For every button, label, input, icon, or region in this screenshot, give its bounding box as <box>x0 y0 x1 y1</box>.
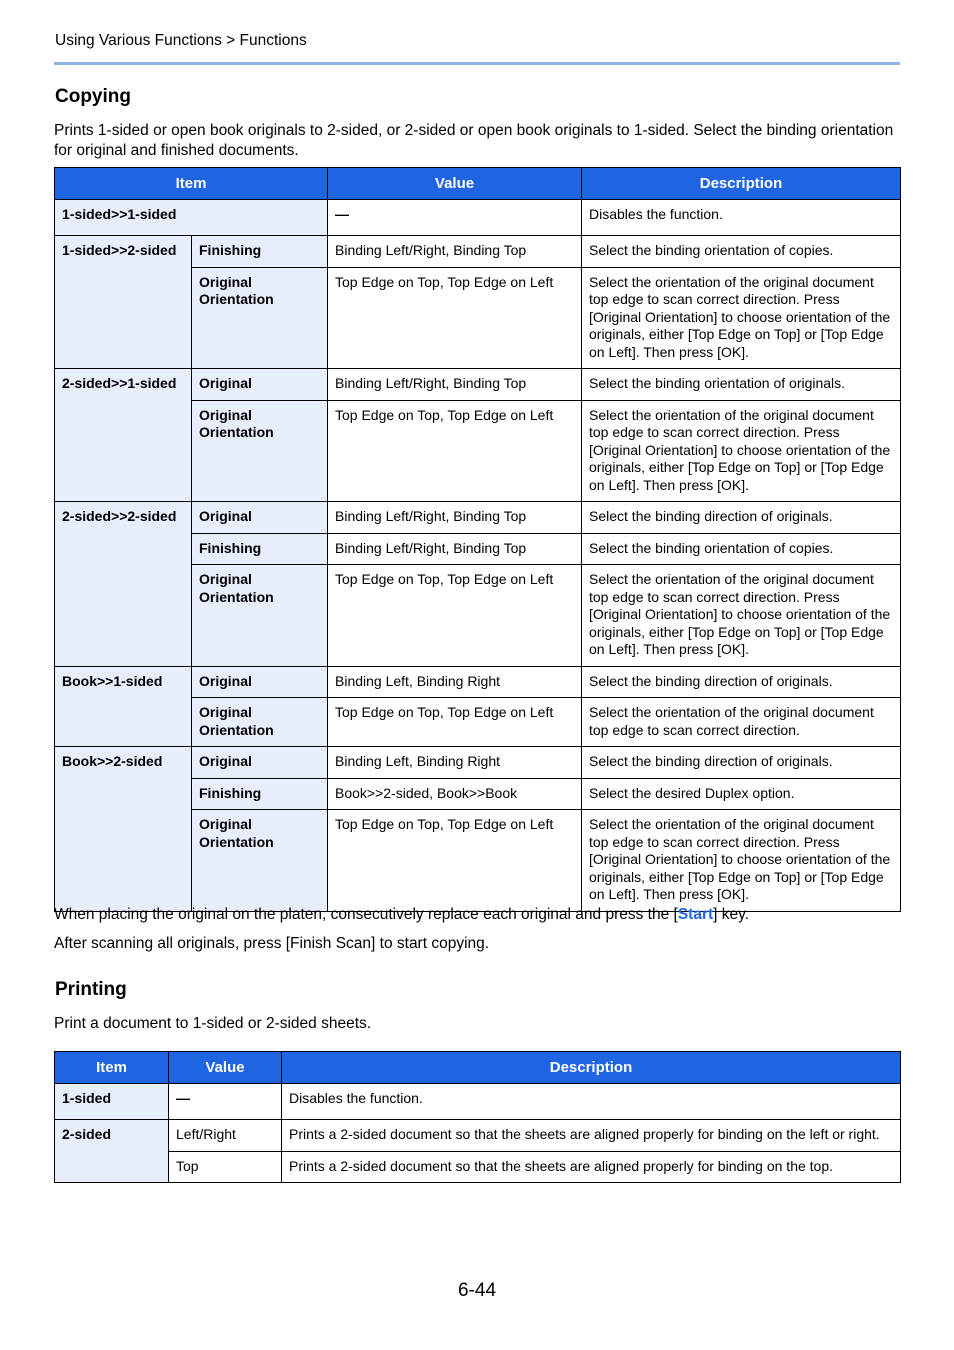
table-header-row <box>55 1052 901 1084</box>
value-cell: Top Edge on Top, Top Edge on Left <box>328 810 582 912</box>
start-key-label: Start <box>677 906 714 923</box>
value-cell: Left/Right <box>169 1120 282 1152</box>
column-header-item: Item <box>55 1052 169 1084</box>
value-cell: Binding Left/Right, Binding Top <box>328 369 582 401</box>
item-cell: Book>>2-sided <box>55 747 192 912</box>
value-cell: Book>>2-sided, Book>>Book <box>328 778 582 810</box>
item-cell: Book>>1-sided <box>55 666 192 747</box>
value-cell: Binding Left, Binding Right <box>328 747 582 779</box>
subitem-cell: Finishing <box>192 778 328 810</box>
finish-scan-note: After scanning all originals, press [Finish Scan] to start copying. <box>54 935 490 952</box>
value-cell: Binding Left/Right, Binding Top <box>328 236 582 268</box>
subitem-cell: Original <box>192 369 328 401</box>
value-cell: Binding Left/Right, Binding Top <box>328 533 582 565</box>
table-row <box>55 1151 901 1183</box>
value-cell: Top Edge on Top, Top Edge on Left <box>328 400 582 502</box>
printing-table <box>54 1051 901 1183</box>
copying-intro: Prints 1-sided or open book originals to 2-sided, or 2-sided or open book originals to 1-sided. Select the binding orientation for original and finished documents. <box>54 122 894 159</box>
value-cell: Top Edge on Top, Top Edge on Left <box>328 565 582 667</box>
description-cell: Select the desired Duplex option. <box>582 778 901 810</box>
value-cell: Top Edge on Top, Top Edge on Left <box>328 267 582 369</box>
item-cell: 2-sided <box>55 1120 169 1183</box>
column-header-value: Value <box>328 168 582 200</box>
description-cell: Select the orientation of the original document top edge to scan correct direction. Press [Original Orientation] to choose orientation of the originals, either [Top Edge on Top] or [Top Edge on Left]. Then press [OK]. <box>582 267 901 369</box>
description-cell: Prints a 2-sided document so that the sheets are aligned properly for binding on the left or right. <box>282 1120 901 1152</box>
subitem-cell: Original <box>192 502 328 534</box>
description-cell: Select the binding orientation of originals. <box>582 369 901 401</box>
table-row <box>55 666 901 698</box>
subitem-cell: Finishing <box>192 533 328 565</box>
column-header-value: Value <box>169 1052 282 1084</box>
breadcrumb: Using Various Functions > Functions <box>55 32 307 49</box>
description-cell: Select the binding direction of originals. <box>582 666 901 698</box>
description-cell: Disables the function. <box>282 1084 901 1120</box>
value-cell: Top <box>169 1151 282 1183</box>
platen-note-end: ] key. <box>713 906 750 923</box>
item-cell: 1-sided>>2-sided <box>55 236 192 369</box>
value-cell: — <box>328 200 582 236</box>
subitem-cell: Original Orientation <box>192 400 328 502</box>
printing-intro: Print a document to 1-sided or 2-sided sheets. <box>54 1015 372 1032</box>
description-cell: Select the binding direction of originals. <box>582 747 901 779</box>
description-cell: Select the orientation of the original document top edge to scan correct direction. Press [Original Orientation] to choose orientation of the originals, either [Top Edge on Top] or [Top Edge on Left]. Then press [OK]. <box>582 400 901 502</box>
description-cell: Select the binding orientation of copies. <box>582 236 901 268</box>
subitem-cell: Original Orientation <box>192 810 328 912</box>
table-row <box>55 1084 901 1120</box>
header-rule <box>54 62 900 65</box>
value-cell: Top Edge on Top, Top Edge on Left <box>328 698 582 747</box>
platen-note <box>54 905 900 925</box>
column-header-description: Description <box>582 168 901 200</box>
description-cell: Select the orientation of the original document top edge to scan correct direction. Press [Original Orientation] to choose orientation of the originals, either [Top Edge on Top] or [Top Edge on Left]. Then press [OK]. <box>582 565 901 667</box>
column-header-item: Item <box>55 168 328 200</box>
subitem-cell: Original Orientation <box>192 698 328 747</box>
table-row <box>55 747 901 779</box>
description-cell: Select the orientation of the original document top edge to scan correct direction. <box>582 698 901 747</box>
table-row <box>55 369 901 401</box>
copying-heading: Copying <box>55 86 131 107</box>
item-cell: 2-sided>>2-sided <box>55 502 192 667</box>
value-cell: Binding Left, Binding Right <box>328 666 582 698</box>
subitem-cell: Finishing <box>192 236 328 268</box>
item-cell: 1-sided>>1-sided <box>55 200 328 236</box>
description-cell: Select the orientation of the original document top edge to scan correct direction. Press [Original Orientation] to choose orientation of the originals, either [Top Edge on Top] or [Top Edge on Left]. Then press [OK]. <box>582 810 901 912</box>
value-cell: Binding Left/Right, Binding Top <box>328 502 582 534</box>
description-cell: Prints a 2-sided document so that the sheets are aligned properly for binding on the top. <box>282 1151 901 1183</box>
item-cell: 2-sided>>1-sided <box>55 369 192 502</box>
table-row <box>55 200 901 236</box>
table-header-row <box>55 168 901 200</box>
subitem-cell: Original <box>192 747 328 779</box>
description-cell: Disables the function. <box>582 200 901 236</box>
subitem-cell: Original Orientation <box>192 267 328 369</box>
column-header-description: Description <box>282 1052 901 1084</box>
description-cell: Select the binding orientation of copies. <box>582 533 901 565</box>
value-cell: — <box>169 1084 282 1120</box>
page-number: 6-44 <box>457 1280 497 1301</box>
table-row <box>55 236 901 268</box>
item-cell: 1-sided <box>55 1084 169 1120</box>
subitem-cell: Original <box>192 666 328 698</box>
description-cell: Select the binding direction of originals. <box>582 502 901 534</box>
copying-table <box>54 167 901 912</box>
table-row <box>55 502 901 534</box>
subitem-cell: Original Orientation <box>192 565 328 667</box>
printing-heading: Printing <box>55 979 127 1000</box>
table-row <box>55 1120 901 1152</box>
platen-note-text: When placing the original on the platen, consecutively replace each original and press the [ <box>54 906 678 923</box>
